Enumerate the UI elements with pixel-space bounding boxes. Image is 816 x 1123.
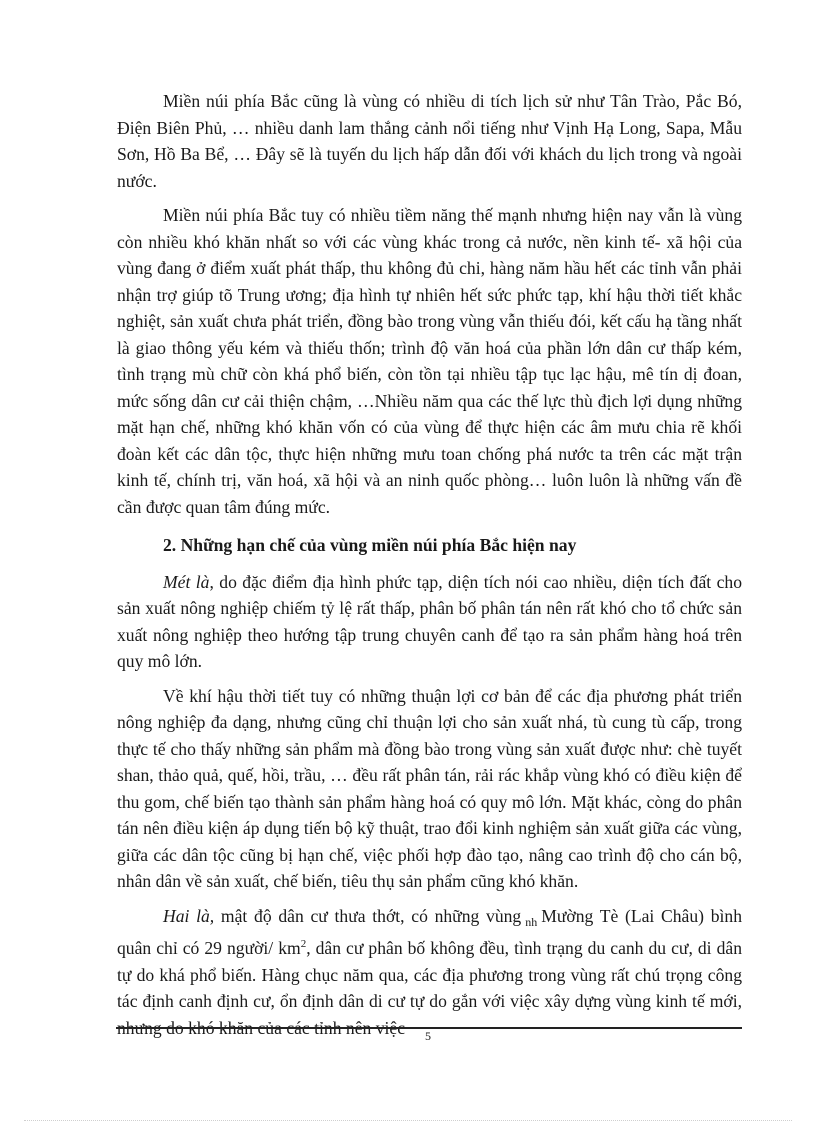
section-heading: 2. Những hạn chế của vùng miền núi phía Bắc hiện nay xyxy=(163,535,577,555)
paragraph-historic-sites: Miền núi phía Bắc cũng là vùng có nhiều di tích lịch sử như Tân Trào, Pắc Bó, Điện Biên Phủ, … nhiều danh lam thắng cảnh nổi tiếng như Vịnh Hạ Long, Sapa, Mẫu Sơn, Hồ Ba Bể, … Đây sẽ là tuyến du lịch hấp dẫn đối với khách du lịch trong và ngoài nước. xyxy=(117,91,742,191)
page-number: 5 xyxy=(425,1029,431,1043)
page-edge xyxy=(24,1120,792,1121)
second-point-lead: Hai là, xyxy=(163,905,215,926)
first-point-text: , do đặc điểm địa hình phức tạp, diện tích nói cao nhiều, diện tích đất cho sản xuất nông nghiệp chiếm tỷ lệ rất thấp, phân bố phân tán nên rất khó cho tổ chức sản xuất nông nghiệp theo hướng tập trung chuyên canh để tạo ra sản phẩm hàng hoá trên quy mô lớn. xyxy=(117,571,742,671)
second-point-text-1: mật độ dân cư thưa thớt, có những vùng xyxy=(214,905,522,926)
document-body xyxy=(117,88,742,1041)
stray-subscript: nh xyxy=(525,914,538,929)
paragraph-first-limitation xyxy=(117,569,742,675)
paragraph-climate: Về khí hậu thời tiết tuy có những thuận lợi cơ bản để các địa phương phát triển nông nghiệp đa dạng, nhưng cũng chỉ thuận lợi cho sản xuất nhá, tù cung tù cấp, trong thực tế cho thấy những sản phẩm mà đồng bào trong vùng sản xuất được như: chè tuyết shan, thảo quả, quế, hồi, trầu, … đều rất phân tán, rải rác khắp vùng khó có điều kiện để thu gom, chế biến tạo thành sản phẩm hàng hoá có quy mô lớn. Mặt khác, còng do phân tán nên điều kiện áp dụng tiến bộ kỹ thuật, trao đổi kinh nghiệm sản xuất giữa các vùng, giữa các dân tộc cũng bị hạn chế, việc phối hợp đào tạo, nâng cao trình độ cho cán bộ, nhân dân về sản xuất, chế biến, tiêu thụ sản phẩm cũng khó khăn. xyxy=(117,685,742,891)
superscript-two: 2 xyxy=(300,938,307,951)
second-point-text-3: , dân cư phân bố không đều, tình trạng du canh du cư, di dân tự do khá phổ biến. Hàng chục năm qua, các địa phương trong vùng rất chú trọng công tác định canh định cư, ổn định dân di cư tự do gắn với việc xây dựng vùng kinh tế mới, nhưng do khó khăn của các tỉnh nên việc xyxy=(117,938,742,1038)
paragraph-second-limitation xyxy=(117,903,742,1042)
first-point-lead: Mét là xyxy=(163,571,210,592)
paragraph-difficulties: Miền núi phía Bắc tuy có nhiều tiềm năng thế mạnh nhưng hiện nay vẫn là vùng còn nhiều khó khăn nhất so với các vùng khác trong cả nước, nền kinh tế- xã hội của vùng đang ở điểm xuất phát thấp, thu không đủ chi, hàng năm hầu hết các tỉnh vẫn phải nhận trợ giúp tõ Trung ương; địa hình tự nhiên hết sức phức tạp, khí hậu thời tiết khắc nghiệt, sản xuất chưa phát triển, đồng bào trong vùng vẫn thiếu đói, kết cấu hạ tầng nhất là giao thông yếu kém và thiếu thốn; trình độ văn hoá của phần lớn dân cư thấp kém, tình trạng mù chữ còn khá phổ biến, còn tồn tại nhiều tập tục lạc hậu, mê tín dị đoan, mức sống dân cư cải thiện chậm, …Nhiều năm qua các thế lực thù địch lợi dụng những mặt hạn chế, những khó khăn vốn có của vùng để thực hiện các âm mưu chia rẽ khối đoàn kết các dân tộc, thực hiện những mưu toan chống phá nước ta trên các mặt trận kinh tế, chính trị, văn hoá, xã hội và an ninh quốc phòng… luôn luôn là những vấn đề cần được quan tâm đúng mức. xyxy=(117,205,742,517)
second-point-text-2: Mường Tè (Lai Châu) bình quân chỉ có 29 người/ km xyxy=(117,905,742,958)
